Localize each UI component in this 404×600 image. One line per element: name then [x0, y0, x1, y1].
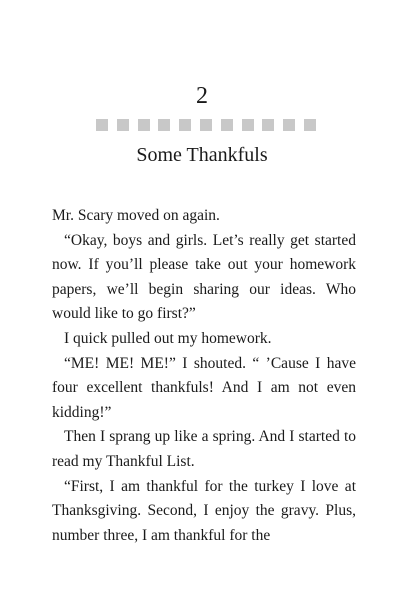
- ornament-square: [304, 119, 316, 131]
- paragraph: “ME! ME! ME!” I shouted. “ ’Cause I have four excellent thankfuls! And I am not even kidding!”: [52, 354, 356, 421]
- paragraph: Then I sprang up like a spring. And I started to read my Thankful List.: [52, 428, 356, 470]
- ornament-square: [200, 119, 212, 131]
- ornament-square: [138, 119, 150, 131]
- ornament-square: [262, 119, 274, 131]
- ornament-square: [96, 119, 108, 131]
- body-text: [52, 204, 356, 548]
- paragraph: I quick pulled out my homework.: [64, 329, 272, 347]
- paragraph: “First, I am thankful for the turkey I love at Thanksgiving. Second, I enjoy the gravy. Plus, number three, I am thankful for the: [52, 477, 356, 544]
- ornament-square: [283, 119, 295, 131]
- ornament-square: [117, 119, 129, 131]
- ornament-square: [242, 119, 254, 131]
- ornament-square: [221, 119, 233, 131]
- paragraph: Mr. Scary moved on again.: [52, 207, 220, 224]
- chapter-ornament: [96, 119, 316, 133]
- ornament-square: [179, 119, 191, 131]
- ornament-square: [158, 119, 170, 131]
- chapter-title: Some Thankfuls: [136, 144, 268, 166]
- paragraph: “Okay, boys and girls. Let’s really get started now. If you’ll please take out your homework papers, we’ll begin sharing our ideas. Who would like to go first?”: [52, 231, 356, 323]
- chapter-number: 2: [196, 83, 208, 109]
